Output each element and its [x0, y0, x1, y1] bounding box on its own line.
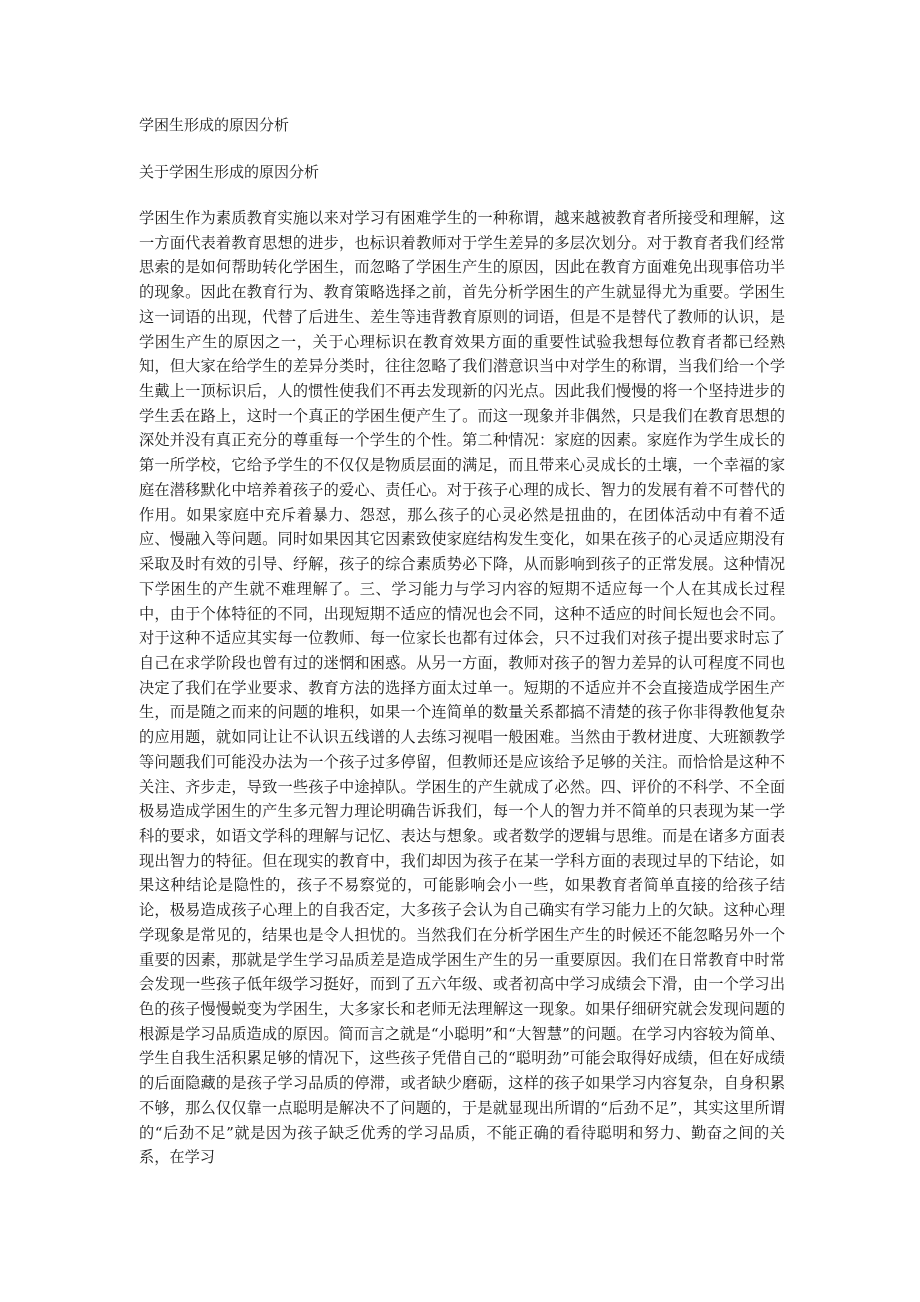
- document-title: 学困生形成的原因分析: [139, 116, 290, 134]
- document-body-paragraph: 学困生作为素质教育实施以来对学习有困难学生的一种称谓，越来越被教育者所接受和理解，这一方面代表着教育思想的进步，也标识着教师对于学生差异的多层次划分。对于教育者我们经常思索的是如何帮助转化学困生，而忽略了学困生产生的原因，因此在教育方面难免出现事倍功半的现象。因此在教育行为、教育策略选择之前，首先分析学困生的产生就显得尤为重要。学困生这一词语的出现，代替了后进生、差生等违背教育原则的词语，但是不是替代了教师的认识，是学困生产生的原因之一，关于心理标识在教育效果方面的重要性试验我想每位教育者都已经熟知，但大家在给学生的差异分类时，往往忽略了我们潜意识当中对学生的称谓，当我们给一个学生戴上一顶标识后，人的惯性使我们不再去发现新的闪光点。因此我们慢慢的将一个坚持进步的学生丢在路上，这时一个真正的学困生便产生了。而这一现象并非偶然，只是我们在教育思想的深处并没有真正充分的尊重每一个学生的个性。第二种情况：家庭的因素。家庭作为学生成长的第一所学校，它给予学生的不仅仅是物质层面的满足，而且带来心灵成长的土壤，一个幸福的家庭在潜移默化中培养着孩子的爱心、责任心。对于孩子心理的成长、智力的发展有着不可替代的作用。如果家庭中充斥着暴力、怨怼，那么孩子的心灵必然是扭曲的，在团体活动中有着不适应、慢融入等问题。同时如果因其它因素致使家庭结构发生变化，如果在孩子的心灵适应期没有采取及时有效的引导、纾解，孩子的综合素质势必下降，从而影响到孩子的正常发展。这种情况下学困生的产生就不难理解了。三、学习能力与学习内容的短期不适应每一个人在其成长过程中，由于个体特征的不同，出现短期不适应的情况也会不同，这种不适应的时间长短也会不同。对于这种不适应其实每一位教师、每一位家长也都有过体会，只不过我们对孩子提出要求时忘了自己在求学阶段也曾有过的迷惘和困惑。从另一方面，教师对孩子的智力差异的认可程度不同也决定了我们在学业要求、教育方法的选择方面太过单一。短期的不适应并不会直接造成学困生产生，而是随之而来的问题的堆积，如果一个连简单的数量关系都搞不清楚的孩子你非得教他复杂的应用题，就如同让让不认识五线谱的人去练习视唱一般困难。当然由于教材进度、大班额教学等问题我们可能没办法为一个孩子过多停留，但教师还是应该给予足够的关注。而恰恰是这种不关注、齐步走，导致一些孩子中途掉队。学困生的产生就成了必然。四、评价的不科学、不全面极易造成学困生的产生多元智力理论明确告诉我们，每一个人的智力并不简单的只表现为某一学科的要求，如语文学科的理解与记忆、表达与想象。或者数学的逻辑与思维。而是在诸多方面表现出智力的特征。但在现实的教育中，我们却因为孩子在某一学科方面的表现过早的下结论，如果这种结论是隐性的，孩子不易察觉的，可能影响会小一些，如果教育者简单直接的给孩子结论，极易造成孩子心理上的自我否定，大多孩子会认为自己确实有学习能力上的欠缺。这种心理学现象是常见的，结果也是令人担忧的。当然我们在分析学困生产生的时候还不能忽略另外一个重要的因素，那就是学生学习品质差是造成学困生产生的另一重要原因。我们在日常教育中时常会发现一些孩子低年级学习挺好，而到了五六年级、或者初高中学习成绩会下滑，由一个学习出色的孩子慢慢蜕变为学困生，大多家长和老师无法理解这一现象。如果仔细研究就会发现问题的根源是学习品质造成的原因。简而言之就是“小聪明”和“大智慧”的问题。在学习内容较为简单、学生自我生活积累足够的情况下，这些孩子凭借自己的“聪明劲”可能会取得好成绩，但在好成绩的后面隐藏的是孩子学习品质的停滞，或者缺少磨砺，这样的孩子如果学习内容复杂，自身积累不够，那么仅仅靠一点聪明是解决不了问题的，于是就显现出所谓的“后劲不足”，其实这里所谓的“后劲不足”就是因为孩子缺乏优秀的学习品质，不能正确的看待聪明和努力、勤奋之间的关系，在学习: [139, 209, 785, 1167]
- document-subtitle: 关于学困生形成的原因分析: [139, 163, 320, 181]
